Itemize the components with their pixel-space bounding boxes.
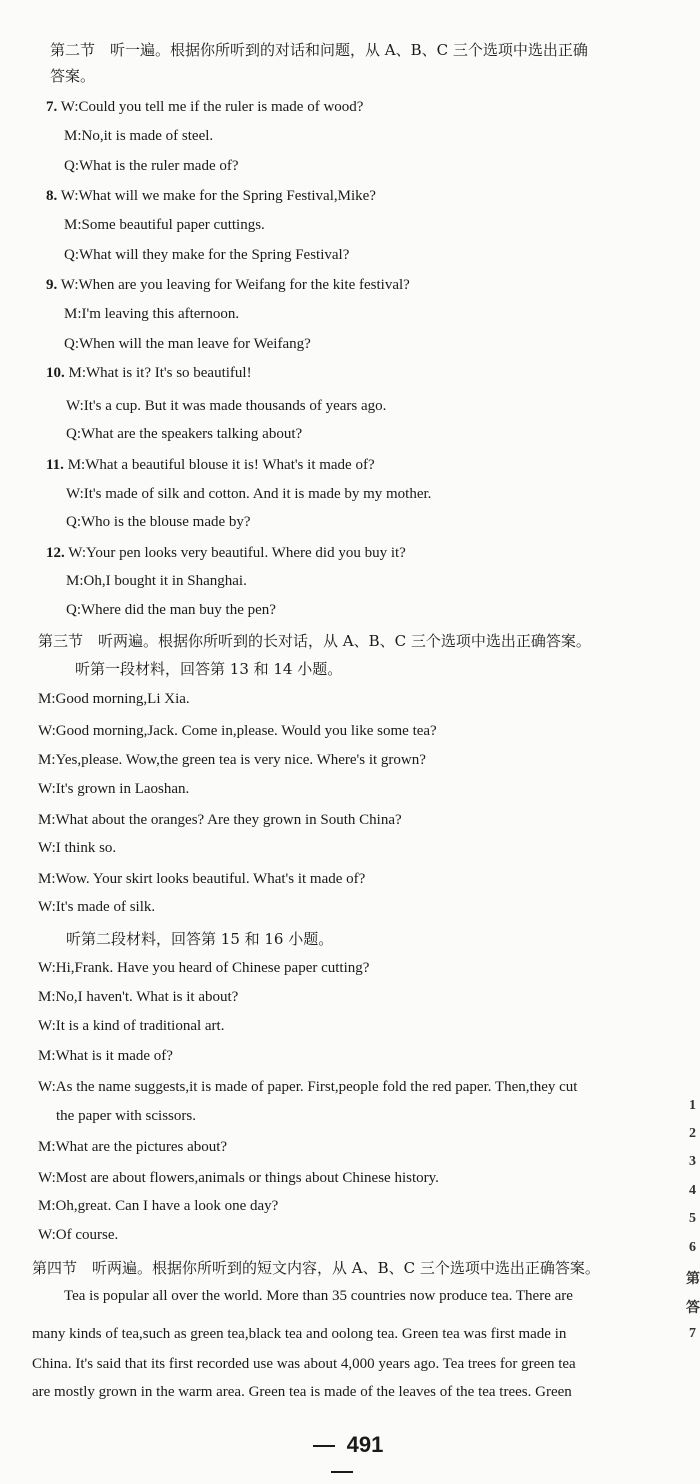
dialog-1-line: W:I think so. <box>38 840 117 856</box>
dialog-2-line: M:What are the pictures about? <box>38 1139 228 1155</box>
section-2-header-cont: 答案。 <box>50 67 96 85</box>
question-11-reply: W:It's made of silk and cotton. And it is made by my mother. <box>66 486 432 502</box>
dialog-2-line: W:It is a kind of traditional art. <box>38 1018 225 1034</box>
question-8: 8. W:What will we make for the Spring Festival,Mike? <box>46 188 376 204</box>
question-9-reply: M:I'm leaving this afternoon. <box>64 306 240 322</box>
dialog-1-line: M:Wow. Your skirt looks beautiful. What's it made of? <box>38 871 366 887</box>
dialog-2-line: W:Hi,Frank. Have you heard of Chinese paper cutting? <box>38 960 370 976</box>
edge-mark: 5 <box>689 1211 696 1226</box>
dialog-2-line: M:Oh,great. Can I have a look one day? <box>38 1198 279 1214</box>
dialog-2-line: W:Of course. <box>38 1227 119 1243</box>
question-8-q: Q:What will they make for the Spring Festival? <box>64 247 350 263</box>
dialog-2-line: the paper with scissors. <box>56 1108 196 1124</box>
question-9: 9. W:When are you leaving for Weifang for the kite festival? <box>46 277 410 293</box>
question-11-q: Q:Who is the blouse made by? <box>66 514 251 530</box>
dialog-2-line: W:Most are about flowers,animals or things about Chinese history. <box>38 1170 439 1186</box>
material-2-label: 听第二段材料，回答第 15 和 16 小题。 <box>66 930 334 948</box>
dialog-1-line: M:Good morning,Li Xia. <box>38 691 190 707</box>
passage-line: are mostly grown in the warm area. Green tea is made of the leaves of the tea trees. Green <box>32 1384 572 1400</box>
question-7: 7. W:Could you tell me if the ruler is made of wood? <box>46 99 364 115</box>
dialog-1-line: M:Yes,please. Wow,the green tea is very nice. Where's it grown? <box>38 752 426 768</box>
edge-mark: 2 <box>689 1126 696 1141</box>
edge-mark: 答 <box>686 1301 700 1316</box>
section-3-header: 第三节 听两遍。根据你所听到的长对话，从 A、B、C 三个选项中选出正确答案。 <box>38 632 591 650</box>
dialog-2-line: M:What is it made of? <box>38 1048 173 1064</box>
question-9-q: Q:When will the man leave for Weifang? <box>64 336 311 352</box>
dialog-2-line: M:No,I haven't. What is it about? <box>38 989 239 1005</box>
edge-mark: 4 <box>689 1183 696 1198</box>
dialog-1-line: M:What about the oranges? Are they grown in South China? <box>38 812 402 828</box>
edge-mark: 3 <box>689 1154 696 1169</box>
section-4-header: 第四节 听两遍。根据你所听到的短文内容，从 A、B、C 三个选项中选出正确答案。 <box>32 1259 600 1277</box>
question-10: 10. M:What is it? It's so beautiful! <box>46 365 252 381</box>
passage-line: China. It's said that its first recorded use was about 4,000 years ago. Tea trees for green tea <box>32 1356 576 1372</box>
dialog-1-line: W:It's grown in Laoshan. <box>38 781 190 797</box>
edge-mark: 6 <box>689 1240 696 1255</box>
question-12: 12. W:Your pen looks very beautiful. Where did you buy it? <box>46 545 406 561</box>
edge-mark: 第 <box>686 1272 700 1287</box>
question-10-reply: W:It's a cup. But it was made thousands of years ago. <box>66 398 387 414</box>
edge-mark: 7 <box>689 1326 696 1341</box>
question-7-q: Q:What is the ruler made of? <box>64 158 239 174</box>
question-8-reply: M:Some beautiful paper cuttings. <box>64 217 265 233</box>
question-11: 11. M:What a beautiful blouse it is! What's it made of? <box>46 457 375 473</box>
section-2-header: 第二节 听一遍。根据你所听到的对话和问题，从 A、B、C 三个选项中选出正确 <box>50 41 588 59</box>
dialog-2-line: W:As the name suggests,it is made of paper. First,people fold the red paper. Then,they cut <box>38 1079 578 1095</box>
dialog-1-line: W:It's made of silk. <box>38 899 156 915</box>
question-12-q: Q:Where did the man buy the pen? <box>66 602 276 618</box>
question-10-q: Q:What are the speakers talking about? <box>66 426 303 442</box>
question-7-reply: M:No,it is made of steel. <box>64 128 214 144</box>
question-12-reply: M:Oh,I bought it in Shanghai. <box>66 573 247 589</box>
page-number: 491 <box>282 1432 402 1484</box>
edge-mark: 1 <box>689 1098 696 1113</box>
material-1-label: 听第一段材料，回答第 13 和 14 小题。 <box>75 660 343 678</box>
dialog-1-line: W:Good morning,Jack. Come in,please. Would you like some tea? <box>38 723 437 739</box>
passage-line: Tea is popular all over the world. More than 35 countries now produce tea. There are <box>64 1288 573 1304</box>
passage-line: many kinds of tea,such as green tea,black tea and oolong tea. Green tea was first made in <box>32 1326 567 1342</box>
